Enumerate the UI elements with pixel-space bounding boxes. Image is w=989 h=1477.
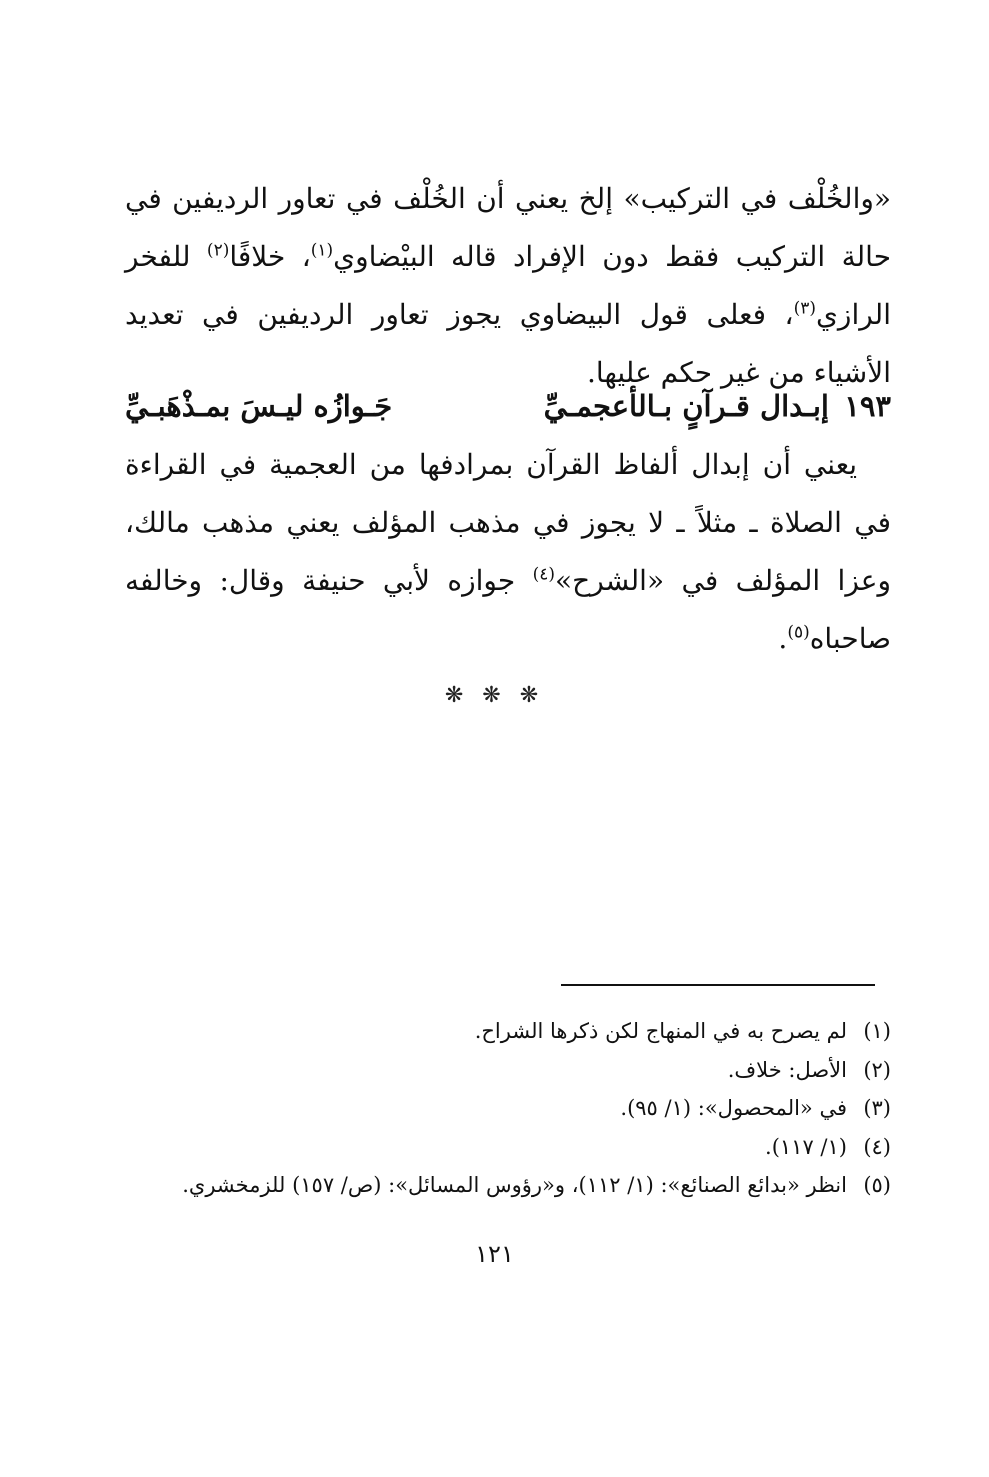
page-number: ١٢١: [475, 1240, 514, 1268]
footnote-item: [120, 1089, 891, 1128]
footnote-number: (٢): [863, 1057, 891, 1082]
footnote-number: (٤): [863, 1134, 891, 1159]
paragraph-text: ، فعلى قول البيضاوي يجوز تعاور الرديفين في تعديد الأشياء من غير حكم عليها.: [125, 298, 891, 389]
footnote-text: انظر «بدائع الصنائع»: (١/ ١١٢)، و«رؤوس المسائل»: (ص/ ١٥٧) للزمخشري.: [182, 1173, 847, 1197]
footnote-text: في «المحصول»: (١/ ٩٥).: [620, 1096, 847, 1120]
paragraph-text: .: [778, 622, 788, 655]
footnote-item: [120, 1012, 891, 1051]
footnote-number: (٥): [863, 1173, 891, 1197]
commentary-paragraph-1: [125, 170, 891, 402]
footnote-ref-1[interactable]: (١): [310, 240, 334, 261]
footnote-separator-line: [561, 984, 875, 986]
footnote-text: لم يصرح به في المنهاج لكن ذكرها الشراح.: [474, 1019, 847, 1043]
footnote-ref-2[interactable]: (٢): [206, 240, 230, 261]
paragraph-text: جوازه لأبي حنيفة وقال: وخالفه صاحباه: [125, 564, 891, 655]
footnote-text: الأصل: خلاف.: [727, 1057, 847, 1082]
footnotes-list: [120, 1012, 891, 1205]
footnote-number: (٣): [863, 1096, 891, 1120]
verse-line: [125, 380, 891, 432]
paragraph-text: يعني أن إبدال ألفاظ القرآن بمرادفها من العجمية في القراءة في الصلاة ـ مثلاً ـ لا يجوز في مذهب المؤلف يعني مذهب مالك، وعزا المؤلف في «الشرح»: [125, 448, 891, 597]
verse-first-hemistich: إبـدال قـرآنٍ بـالأعجمـيِّ: [543, 389, 829, 423]
paragraph-text: للفخر الرازي: [125, 240, 891, 331]
footnote-item: [120, 1051, 891, 1090]
commentary-paragraph-2: [125, 436, 891, 668]
section-divider-asterisks: ❋ ❋ ❋: [444, 683, 545, 708]
footnote-item: [120, 1128, 891, 1167]
footnote-item: [120, 1166, 891, 1205]
footnote-ref-5[interactable]: (٥): [787, 622, 810, 643]
paragraph-text: ، خلافًا: [229, 240, 311, 273]
paragraph-text: «والخُلْف في التركيب» إلخ يعني أن الخُلْف في تعاور الرديفين في حالة التركيب فقط دون الإفراد قاله البيْضاوي: [125, 182, 892, 273]
footnote-text: (١/ ١١٧).: [765, 1134, 847, 1159]
footnote-ref-4[interactable]: (٤): [532, 564, 556, 585]
verse-number: ١٩٣: [844, 389, 891, 423]
footnote-number: (١): [863, 1019, 891, 1043]
footnote-ref-3[interactable]: (٣): [793, 298, 817, 319]
verse-second-hemistich: جَـوازُه ليـسَ بمـذْهَبـيِّ: [125, 389, 393, 423]
